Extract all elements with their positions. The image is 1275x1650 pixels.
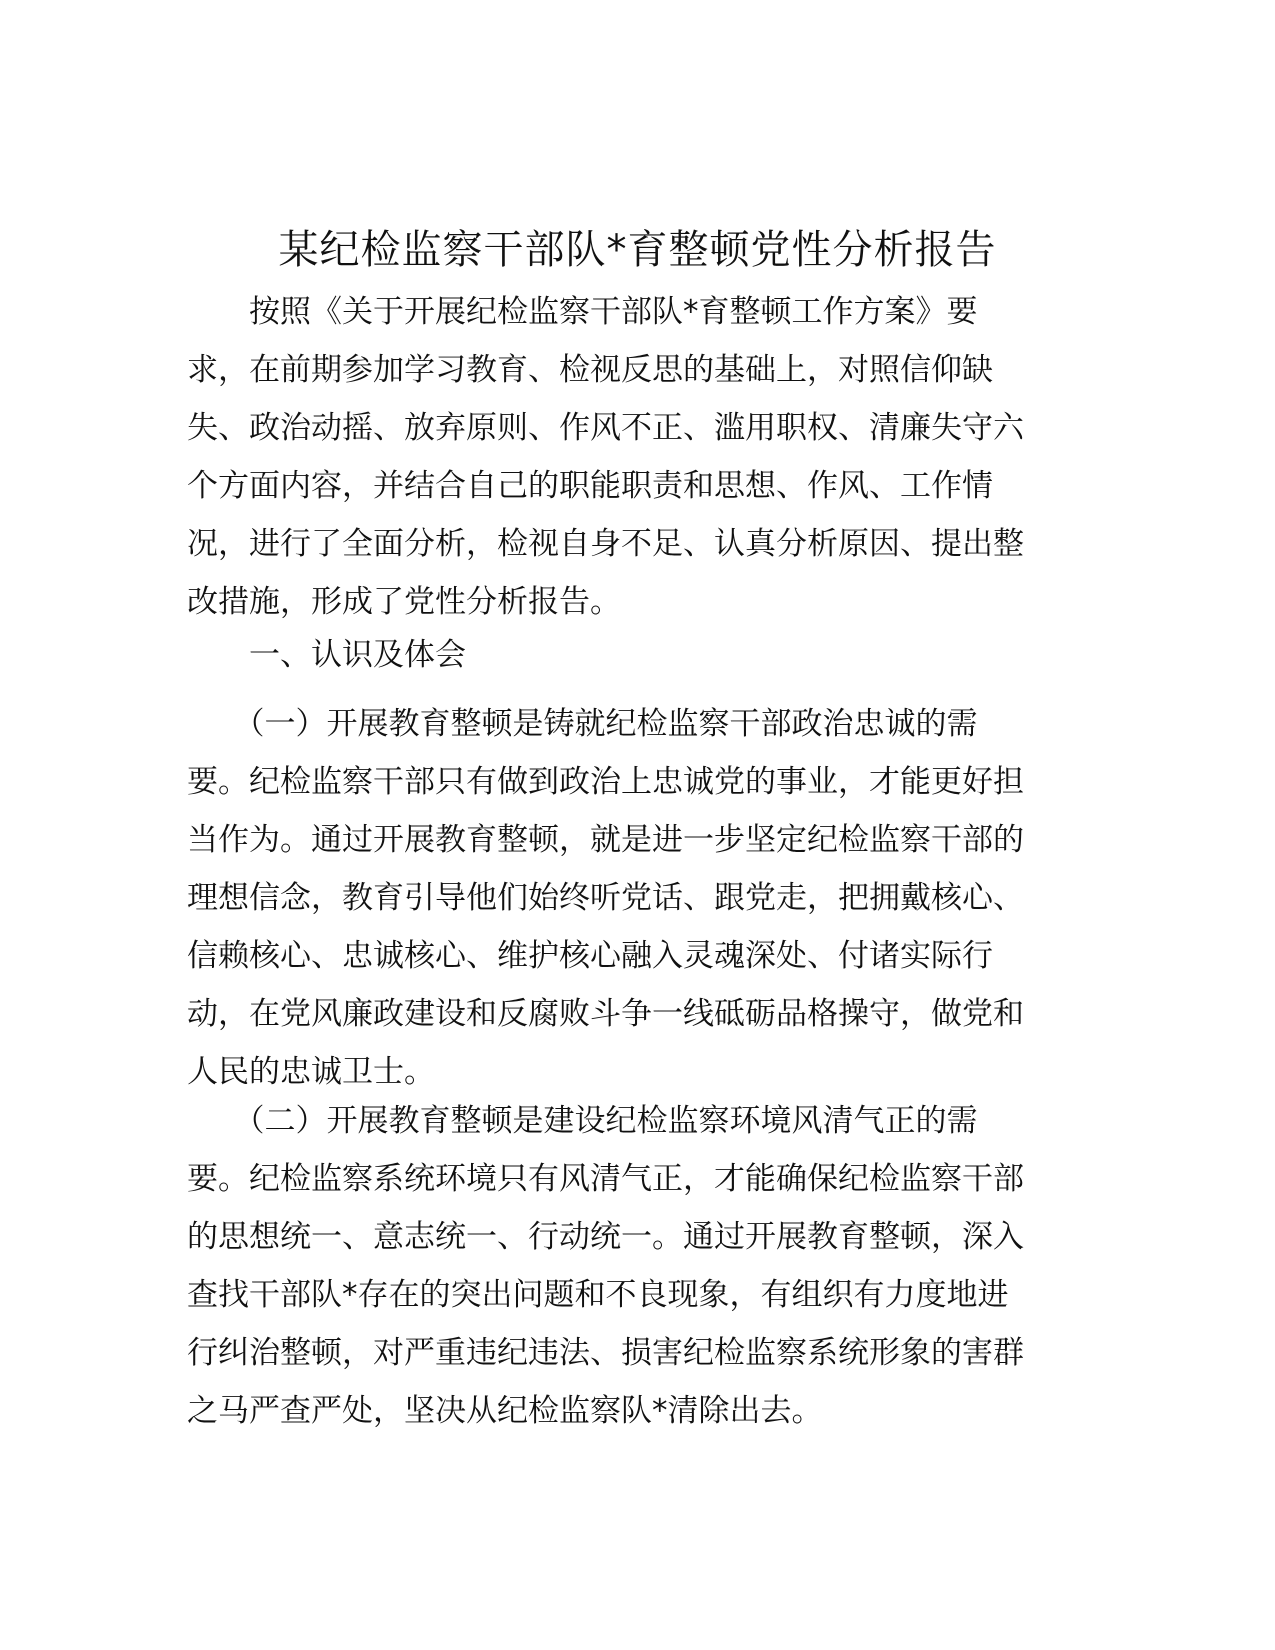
text-line: 按照《关于开展纪检监察干部队*育整顿工作方案》要 (187, 294, 978, 330)
text-line: 查找干部队*存在的突出问题和不良现象，有组织有力度地进 (187, 1277, 1009, 1313)
section-heading (187, 626, 1087, 684)
text-line: （一）开展教育整顿是铸就纪检监察干部政治忠诚的需 (187, 706, 978, 742)
text-line: 人民的忠诚卫士。 (187, 1054, 435, 1090)
text-line: 的思想统一、意志统一、行动统一。通过开展教育整顿，深入 (187, 1219, 1024, 1255)
text-line: 动，在党风廉政建设和反腐败斗争一线砥砺品格操守，做党和 (187, 996, 1024, 1032)
text-line: 个方面内容，并结合自己的职能职责和思想、作风、工作情 (187, 468, 993, 504)
text-line: 要。纪检监察系统环境只有风清气正，才能确保纪检监察干部 (187, 1161, 1024, 1197)
text-line: 行纠治整顿，对严重违纪违法、损害纪检监察系统形象的害群 (187, 1335, 1024, 1371)
text-line: 信赖核心、忠诚核心、维护核心融入灵魂深处、付诸实际行 (187, 938, 993, 974)
heading-line: 一、认识及体会 (187, 637, 466, 673)
point-two-paragraph (187, 1092, 1087, 1440)
text-line: 况，进行了全面分析，检视自身不足、认真分析原因、提出整 (187, 526, 1024, 562)
point-one-paragraph (187, 695, 1087, 1101)
text-line: 失、政治动摇、放弃原则、作风不正、滥用职权、清廉失守六 (187, 410, 1024, 446)
document-title: 某纪检监察干部队*育整顿党性分析报告 (278, 227, 997, 273)
text-line: 当作为。通过开展教育整顿，就是进一步坚定纪检监察干部的 (187, 822, 1024, 858)
intro-paragraph (187, 283, 1087, 631)
text-line: 要。纪检监察干部只有做到政治上忠诚党的事业，才能更好担 (187, 764, 1024, 800)
text-line: （二）开展教育整顿是建设纪检监察环境风清气正的需 (187, 1103, 978, 1139)
text-line: 求，在前期参加学习教育、检视反思的基础上，对照信仰缺 (187, 352, 993, 388)
text-line: 之马严查严处，坚决从纪检监察队*清除出去。 (187, 1393, 823, 1429)
text-line: 改措施，形成了党性分析报告。 (187, 584, 621, 620)
text-line: 理想信念，教育引导他们始终听党话、跟党走，把拥戴核心、 (187, 880, 1024, 916)
